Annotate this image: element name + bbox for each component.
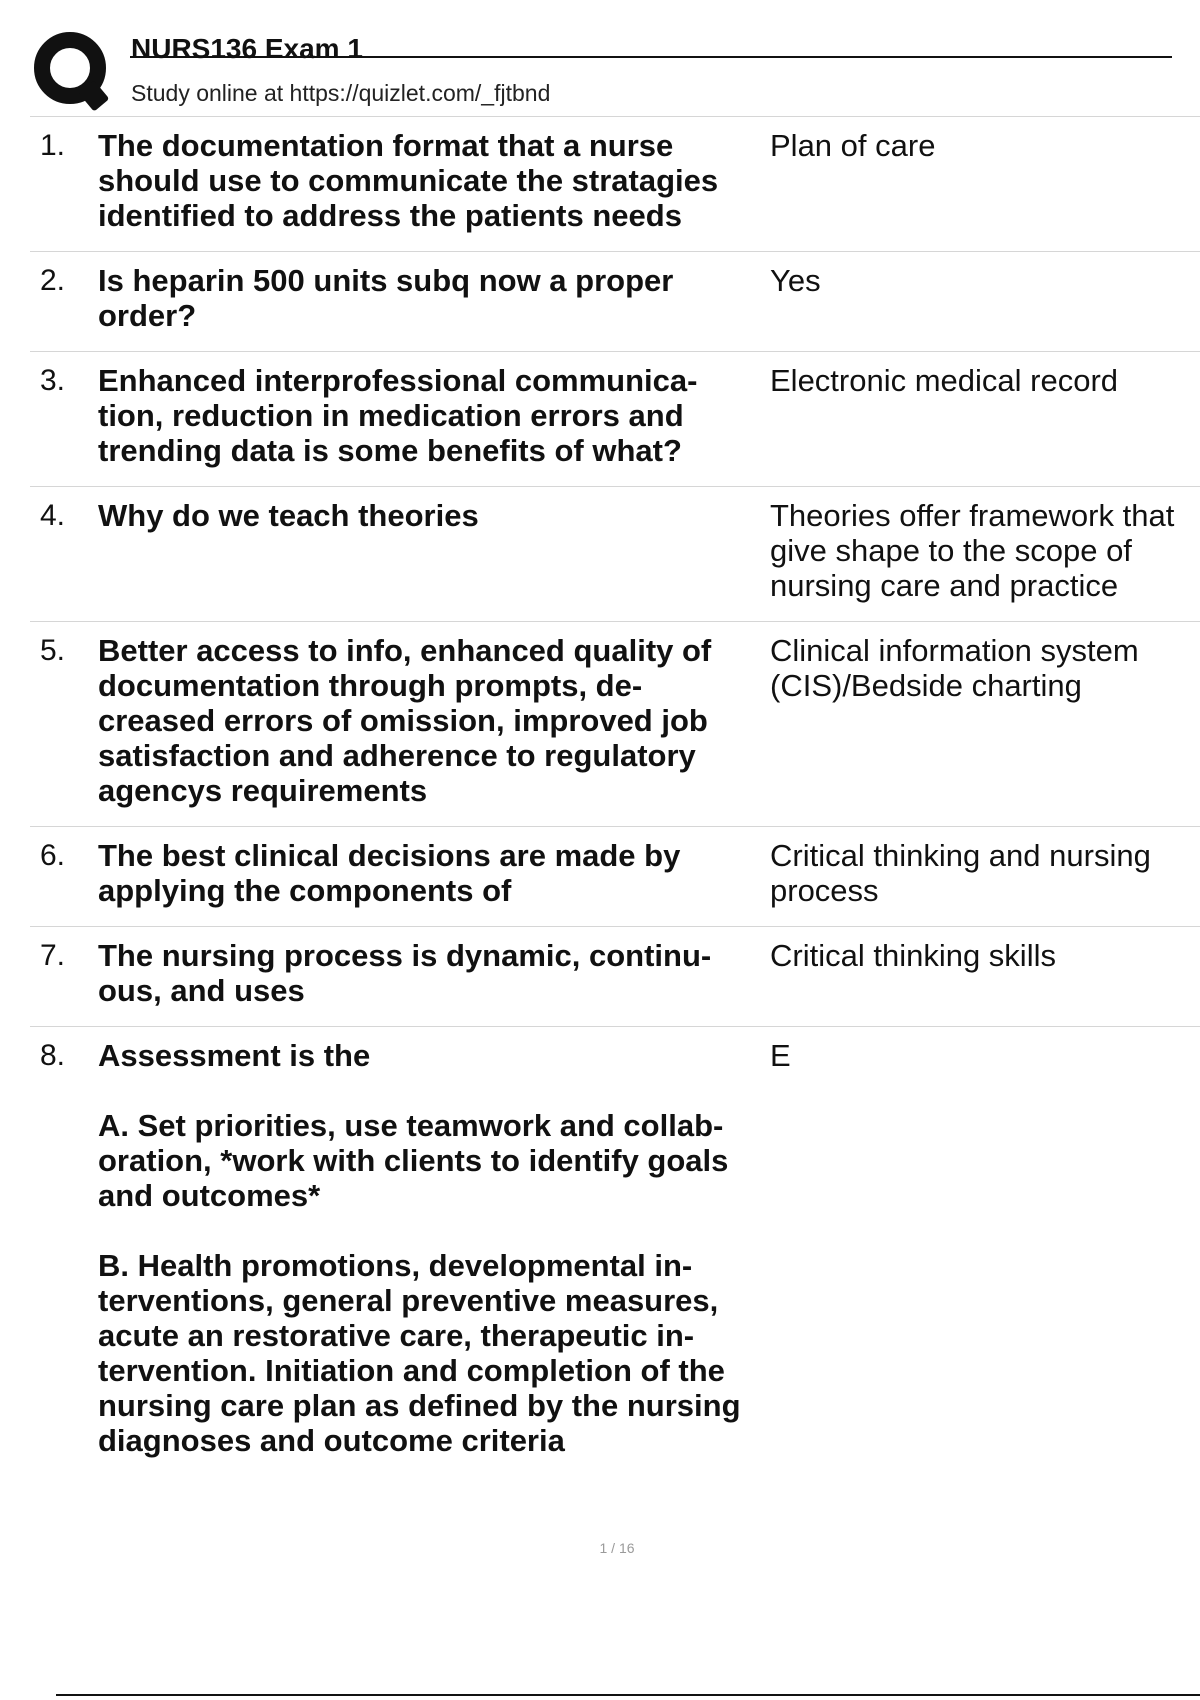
card-term-paragraph: Better access to info, enhanced quality of documentation through prompts, de-creased errors of omission, improved job satisfaction and adherence to regulatory agencys requirements (98, 633, 712, 808)
card-term-paragraph: The documentation format that a nurse should use to communicate the stratagies identified to address the patients needs (98, 128, 719, 233)
bottom-divider (56, 1694, 1200, 1696)
card-definition: Clinical information system (CIS)/Bedside charting (770, 633, 1139, 703)
card-number: 1. (40, 129, 66, 162)
card-definition: Plan of care (770, 128, 936, 163)
card-term (98, 498, 770, 533)
card-definition: Yes (770, 263, 821, 298)
card-term-paragraph: The nursing process is dynamic, continu-ous, and uses (98, 938, 712, 1008)
flashcard-row (30, 1027, 1200, 1476)
card-term-paragraph: B. Health promotions, developmental in-terventions, general preventive measures, acute an restorative care, therapeutic in-tervention. Initiation and completion of the nursing care plan as defined by the nursing diagnoses and outcome criteria (98, 1248, 741, 1458)
flashcard-row (30, 622, 1200, 827)
card-definition: Critical thinking skills (770, 938, 1056, 973)
card-definition: Theories offer framework that give shape to the scope of nursing care and practice (770, 498, 1175, 603)
card-term (98, 263, 770, 333)
study-online-link[interactable]: Study online at https://quizlet.com/_fjtbnd (131, 80, 551, 106)
card-definition: Critical thinking and nursing process (770, 838, 1151, 908)
flashcard-list (30, 116, 1200, 1476)
flashcard-row (30, 352, 1200, 487)
card-term (98, 128, 770, 233)
card-number: 7. (40, 939, 66, 972)
card-term-paragraph: The best clinical decisions are made by applying the components of (98, 838, 681, 908)
flashcard-row (30, 117, 1200, 252)
page-header (30, 30, 1200, 116)
card-number: 3. (40, 364, 66, 397)
quizlet-q-logo-icon (32, 30, 114, 112)
card-term (98, 938, 770, 1008)
card-number: 4. (40, 499, 66, 532)
flashcard-row (30, 252, 1200, 352)
card-number: 6. (40, 839, 66, 872)
card-number: 5. (40, 634, 66, 667)
card-term-paragraph: Why do we teach theories (98, 498, 479, 533)
card-term-paragraph: Enhanced interprofessional communica-tion, reduction in medication errors and trending data is some benefits of what? (98, 363, 698, 468)
card-term (98, 363, 770, 468)
page-number: 1 / 16 (599, 1540, 635, 1556)
card-term (98, 1038, 770, 1458)
flashcard-row (30, 927, 1200, 1027)
card-term-paragraph: Is heparin 500 units subq now a proper order? (98, 263, 674, 333)
document-title: NURS136 Exam 1 (131, 33, 363, 64)
card-number: 2. (40, 264, 66, 297)
flashcard-row (30, 487, 1200, 622)
flashcard-row (30, 827, 1200, 927)
card-definition: E (770, 1038, 791, 1073)
card-definition: Electronic medical record (770, 363, 1119, 398)
card-term-paragraph: Assessment is the (98, 1038, 371, 1073)
card-term (98, 838, 770, 908)
card-number: 8. (40, 1039, 66, 1072)
card-term (98, 633, 770, 808)
card-term-paragraph: A. Set priorities, use teamwork and collab-oration, *work with clients to identify goals and outcomes* (98, 1108, 729, 1213)
